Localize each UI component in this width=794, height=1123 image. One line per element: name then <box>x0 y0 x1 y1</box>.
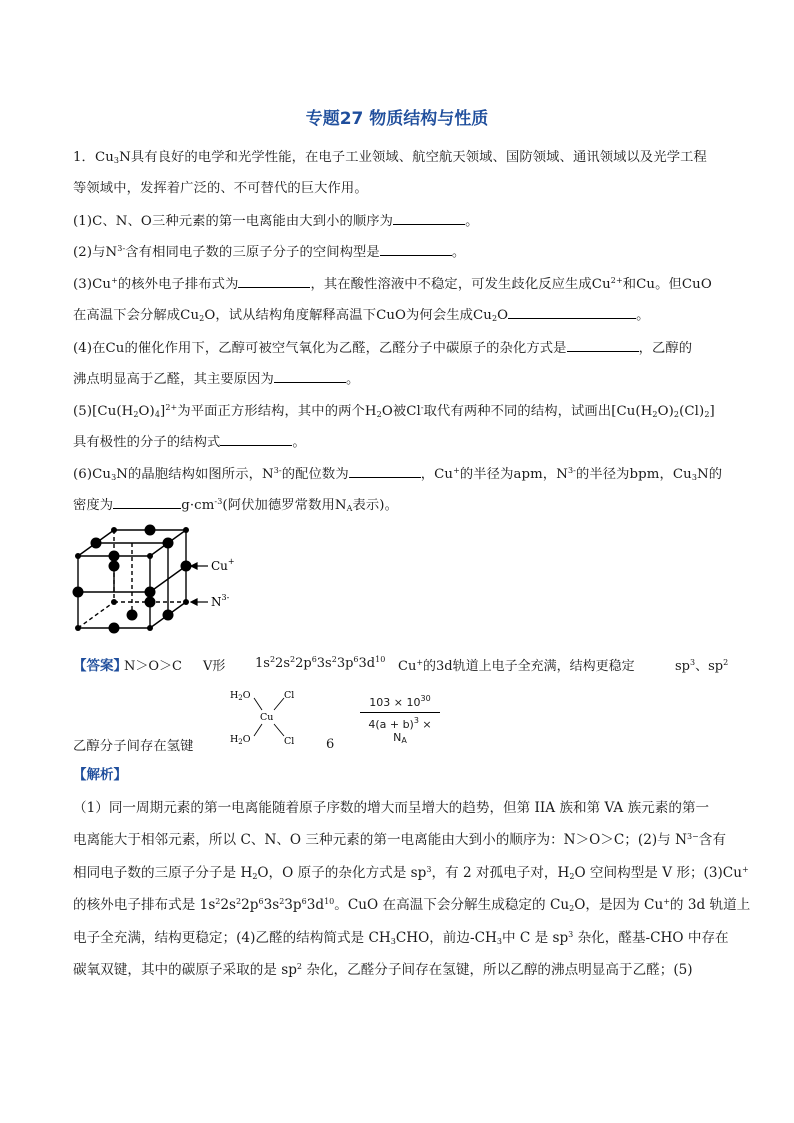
answer-3: $1s^22s^22p^63s^23p^63d^{10}$ <box>255 655 386 671</box>
answer-blank <box>567 339 639 352</box>
label-arrows <box>191 563 208 605</box>
answer-blank <box>393 212 465 225</box>
answer-1: N＞O＞C <box>124 659 182 674</box>
crystal-cell-figure <box>70 520 260 638</box>
analysis-line2: 电离能大于相邻元素，所以 C、N、O 三种元素的第一电离能由大到小的顺序为：N＞O＞C；(2)与 $N^{3-}$含有 <box>73 832 726 848</box>
question-part-4-line1: (4)在Cu的催化作用下，乙醇可被空气氧化为乙醛，乙醛分子中碳原子的杂化方式是 ，乙醇的 <box>73 341 693 356</box>
answer-5: $sp^3$、$sp^2$ <box>675 658 729 674</box>
answer-blank <box>274 370 346 383</box>
question-part-5-line1: $(5)[Cu(H_2O)_4]^{2+}$为平面正方形结构，其中的两个$H_2O$被Cl-取代有两种不同的结构，试画出$[Cu(H_2O)_2(Cl)_2]$ <box>73 403 715 419</box>
svg-text:Cu: Cu <box>260 712 274 723</box>
answer-blank <box>113 496 181 509</box>
answer-4: Cu+的3d轨道上电子全充满，结构更稳定 <box>398 658 635 674</box>
analysis-line6: 碳氧双键，其中的碳原子采取的是 $sp^2$ 杂化，乙醛分子间存在氢键，所以乙醇的沸点明显高于乙醛；(5) <box>73 962 693 978</box>
analysis-label: 【解析】 <box>73 767 127 783</box>
question-part-3-line2: 在高温下会分解成$Cu_2O$，试从结构角度解释高温下CuO为何会生成$Cu_2O$ 。 <box>73 308 650 323</box>
polar-structure-formula <box>228 686 308 748</box>
analysis-line1: （1）同一周期元素的第一电离能随着原子序数的增大而呈增大的趋势，但第 IIA 族和第 VA 族元素的第一 <box>73 800 710 816</box>
fraction-numerator: $103 \times 10^{30}$ <box>369 694 431 709</box>
analysis-line4: 的核外电子排布式是 $1s^22s^22p^63s^23p^63d^{10}$。CuO 在高温下会分解生成稳定的 $Cu_2O$，是因为 Cu+的 3d 轨道上 <box>73 897 751 913</box>
answer-blank <box>238 275 310 288</box>
fraction-denominator: $4(a + b)^3 \times N_A$ <box>368 716 432 745</box>
page-title: 专题27 物质结构与性质 <box>305 109 489 129</box>
svg-text:Cl: Cl <box>284 736 295 747</box>
svg-text:H2O: $H_2O$ <box>230 734 251 746</box>
density-fraction <box>360 694 440 745</box>
question-part-2: (2)与$N^{3-}$含有相同电子数的三原子分子的空间构型是 。 <box>73 244 466 260</box>
fraction-bar <box>360 712 440 713</box>
svg-text:Cl: Cl <box>284 690 295 701</box>
label-n-3minus: $N^{3-}$ <box>211 593 230 609</box>
answer-7: 6 <box>326 737 335 752</box>
question-intro-line1: 1．$Cu_3N$具有良好的电学和光学性能，在电子工业领域、航空航天领域、国防领域、通讯领域以及光学工程 <box>73 150 707 165</box>
answer-blank <box>220 433 292 446</box>
answer-2: V形 <box>203 659 226 674</box>
question-part-6-line1: $(6)Cu_3N$的晶胞结构如图所示，$N^{3-}$的配位数为 ，Cu+的半径为apm，$N^{3-}$的半径为bpm，$Cu_3N$的 <box>73 466 723 482</box>
answer-label: 【答案】 <box>73 658 127 674</box>
answer-blank <box>380 243 452 256</box>
question-intro-line2: 等领域中，发挥着广泛的、不可替代的巨大作用。 <box>73 181 368 196</box>
question-part-6-line2: 密度为 $g\cdot cm^{-3}$(阿伏加德罗常数用$N_A$表示)。 <box>73 497 398 513</box>
svg-text:H2O: $H_2O$ <box>230 690 251 702</box>
question-part-3-line1: (3)Cu+的核外电子排布式为 ，其在酸性溶液中不稳定，可发生歧化反应生成$Cu^{2+}$和Cu。但CuO <box>73 276 712 292</box>
answer-6: 乙醇分子间存在氢键 <box>73 739 194 754</box>
question-part-4-line2: 沸点明显高于乙醛，其主要原因为 。 <box>73 372 360 387</box>
answer-blank <box>349 465 421 478</box>
label-cu-plus: Cu+ <box>211 557 235 573</box>
answer-blank <box>508 306 636 319</box>
question-part-1: (1)C、N、O三种元素的第一电离能由大到小的顺序为 。 <box>73 214 479 229</box>
question-part-5-line2: 具有极性的分子的结构式 。 <box>73 435 306 450</box>
analysis-line3: 相同电子数的三原子分子是 $H_2O$，O 原子的杂化方式是 $sp^3$，有 2 对孤电子对，$H_2O$ 空间构型是 V 形；(3)Cu+ <box>73 865 749 881</box>
analysis-line5: 电子全充满，结构更稳定；(4)乙醛的结构简式是 $CH_3CHO$，前边$-CH_3$中 C 是 $sp^3$ 杂化，醛基-CHO 中存在 <box>73 930 729 946</box>
